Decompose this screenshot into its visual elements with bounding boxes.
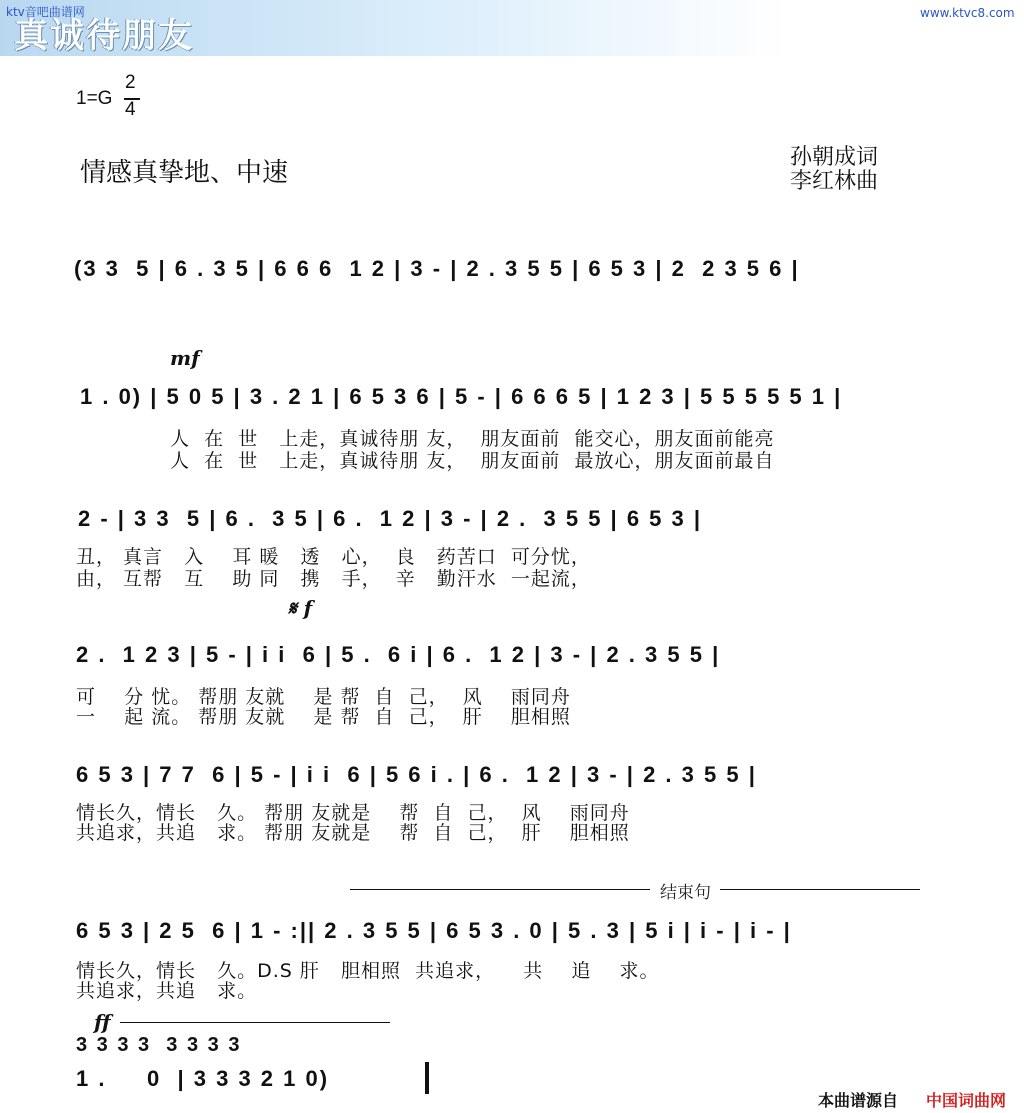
lyrics-line-6-verse-2: 共追求，共追 求。 — [76, 980, 258, 1002]
source-label: 本曲谱源自 — [818, 1091, 899, 1110]
lyrics-line-4-verse-1: 可 分 忧。 帮朋 友就 是 帮 自 己， 风 雨同舟 — [76, 686, 571, 708]
score-line-4: 2 . 1 2 3 | 5 - | i i 6 | 5 . 6 i | 6 . 1 2 | 3 - | 2 . 3 5 5 | — [76, 642, 721, 667]
lyrics-line-5-verse-2: 共追求，共追 求。 帮朋 友就是 帮 自 己， 肝 胆相照 — [76, 822, 630, 844]
song-title: 真诚待朋友 — [14, 16, 194, 56]
segno-f-marking: 𝄋 f — [288, 596, 313, 620]
score-line-7-upper: 3 3 3 3 3 3 3 3 — [76, 1034, 242, 1056]
lyrics-line-5-verse-1: 情长久，情长 久。 帮朋 友就是 帮 自 己， 风 雨同舟 — [76, 802, 630, 824]
ending-bracket-right — [720, 889, 920, 890]
score-line-1: (3 3 5 | 6 . 3 5 | 6 6 6 1 2 | 3 - | 2 . 3 5 5 | 6 5 3 | 2 2 3 5 6 | — [74, 256, 800, 281]
lyrics-line-6-verse-1: 情长久，情长 久。D.S 肝 胆相照 共追求， 共 追 求。 — [76, 960, 660, 982]
composer-credit: 李红林曲 — [790, 169, 879, 194]
dynamic-ff: ff — [94, 1010, 111, 1034]
source-site-link[interactable]: 中国词曲网 — [926, 1091, 1007, 1110]
time-signature-top: 2 — [125, 72, 136, 93]
score-line-2: 1 . 0) | 5 0 5 | 3 . 2 1 | 6 5 3 6 | 5 - | 6 6 6 5 | 1 2 3 | 5 5 5 5 5 1 | — [80, 384, 843, 409]
score-line-3: 2 - | 3 3 5 | 6 . 3 5 | 6 . 1 2 | 3 - | 2 . 3 5 5 | 6 5 3 | — [78, 506, 703, 531]
dynamic-mf: mf — [170, 346, 200, 370]
site-url[interactable]: www.ktvc8.com — [920, 6, 1015, 20]
score-line-7: 1 . 0 | 3 3 3 2 1 0) — [76, 1066, 330, 1091]
ending-bracket-left — [350, 889, 650, 890]
tempo-marking: 情感真挚地、中速 — [80, 158, 289, 188]
time-signature-bottom: 4 — [125, 99, 136, 120]
lyrics-line-2-verse-2: 人 在 世 上走，真诚待朋 友， 朋友面前 最放心，朋友面前最自 — [170, 450, 775, 472]
lyrics-line-2-verse-1: 人 在 世 上走，真诚待朋 友， 朋友面前 能交心，朋友面前能亮 — [170, 428, 775, 450]
key-signature: 1=G — [76, 88, 113, 109]
lyricist-credit: 孙朝成词 — [790, 145, 879, 170]
lyrics-line-4-verse-2: 一 起 流。 帮朋 友就 是 帮 自 己， 肝 胆相照 — [76, 706, 571, 728]
crescendo-line — [120, 1022, 390, 1023]
ending-label: 结束句 — [660, 883, 711, 903]
lyrics-line-3-verse-1: 丑， 真言 入 耳 暖 透 心， 良 药苦口 可分忧， — [76, 546, 591, 568]
score-line-6: 6 5 3 | 2 5 6 | 1 - :|| 2 . 3 5 5 | 6 5 3 . 0 | 5 . 3 | 5 i | i - | i - | — [76, 918, 792, 943]
site-watermark: ktv音吧曲谱网 — [6, 5, 85, 19]
score-line-5: 6 5 3 | 7 7 6 | 5 - | i i 6 | 5 6 i . | 6 . 1 2 | 3 - | 2 . 3 5 5 | — [76, 762, 757, 787]
final-barline — [425, 1062, 429, 1094]
lyrics-line-3-verse-2: 由， 互帮 互 助 同 携 手， 辛 勤汗水 一起流， — [76, 568, 591, 590]
